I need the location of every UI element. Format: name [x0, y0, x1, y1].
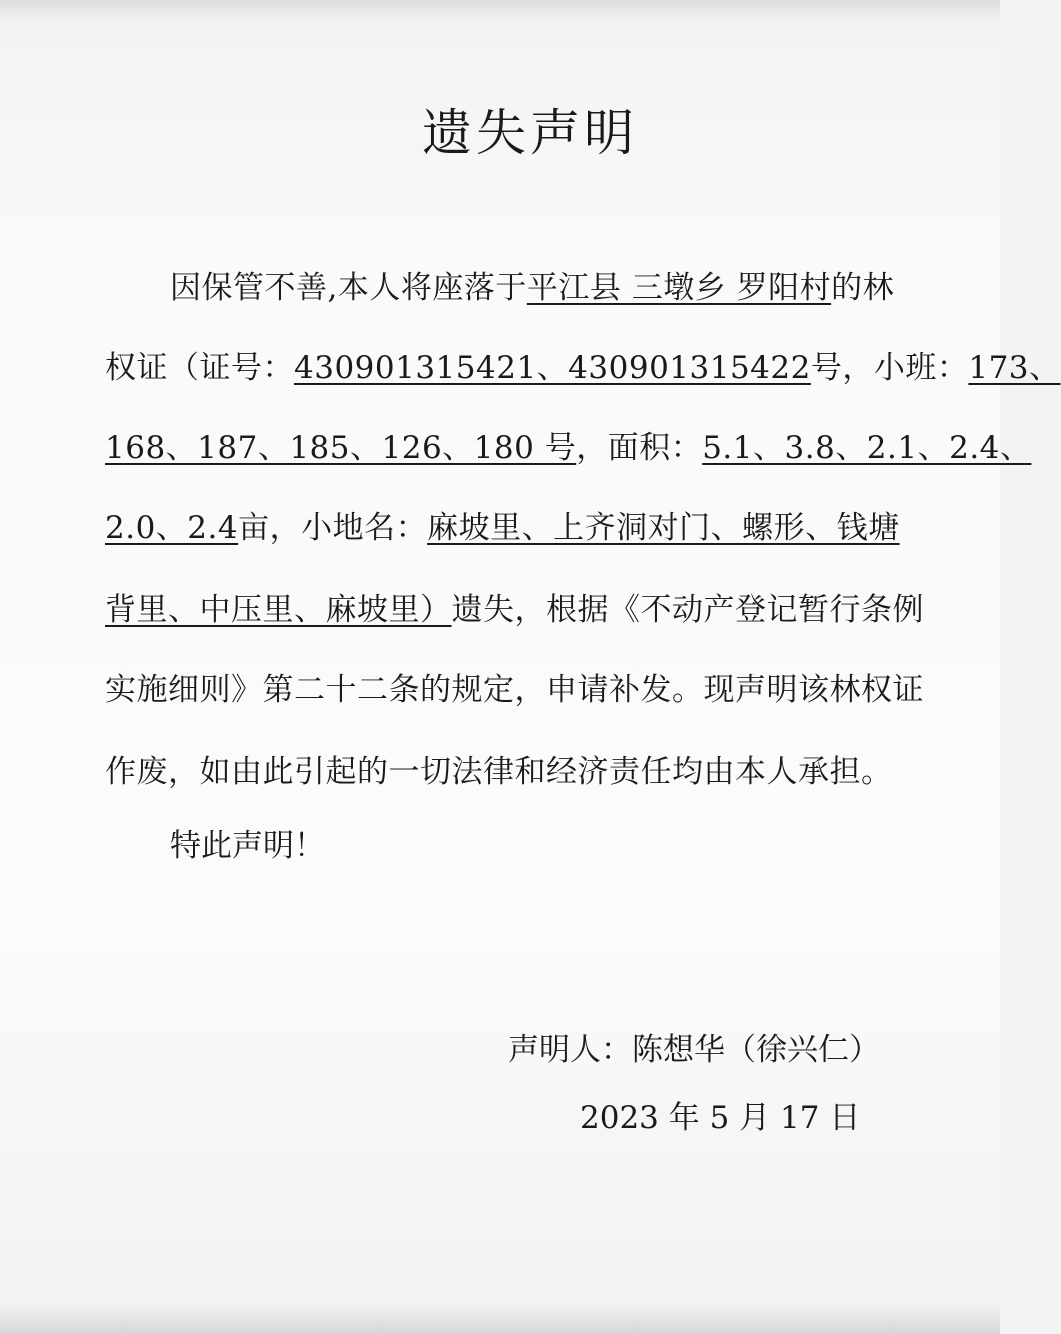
page-bottom-shadow [0, 1304, 1000, 1334]
sub-compartment-underlined: 173、 [968, 350, 1061, 386]
location-underlined: 平江县 三墩乡 罗阳村 [526, 270, 832, 306]
body-text: ，面积： [576, 430, 703, 466]
body-line-4 [105, 498, 965, 558]
body-text: 权证（证号： [105, 350, 294, 386]
page-top-shadow [0, 0, 1000, 22]
declarant-signature: 声明人：陈想华（徐兴仁） [508, 1032, 880, 1068]
closing-statement: 特此声明！ [170, 828, 325, 864]
body-line-6: 实施细则》第二十二条的规定，申请补发。现声明该林权证 [105, 672, 924, 708]
declaration-date: 2023 年 5 月 17 日 [580, 1100, 861, 1136]
sub-compartment-underlined: 168、187、185、126、180 号 [105, 430, 577, 466]
certificate-numbers-underlined: 430901315421、430901315422 [294, 350, 811, 386]
body-text: 号，小班： [810, 350, 969, 386]
body-line-5 [105, 580, 965, 640]
document-title: 遗失声明 [422, 104, 638, 162]
body-text: 因保管不善,本人将座落于 [170, 270, 527, 306]
body-line-3 [105, 418, 1032, 478]
body-text: 亩，小地名： [238, 510, 428, 546]
body-line-2 [105, 338, 1061, 398]
body-text: 遗失，根据《不动产登记暂行条例 [451, 592, 924, 628]
place-names-underlined: 麻坡里、上齐洞对门、螺形、钱塘 [427, 510, 900, 546]
body-line-1 [170, 258, 965, 318]
body-line-7: 作废，如由此引起的一切法律和经济责任均由本人承担。 [105, 754, 893, 790]
body-text: 的林 [831, 270, 895, 306]
place-names-underlined: 背里、中压里、麻坡里） [105, 592, 452, 628]
area-underlined: 2.0、2.4 [105, 510, 239, 546]
area-underlined: 5.1、3.8、2.1、2.4、 [702, 430, 1032, 466]
